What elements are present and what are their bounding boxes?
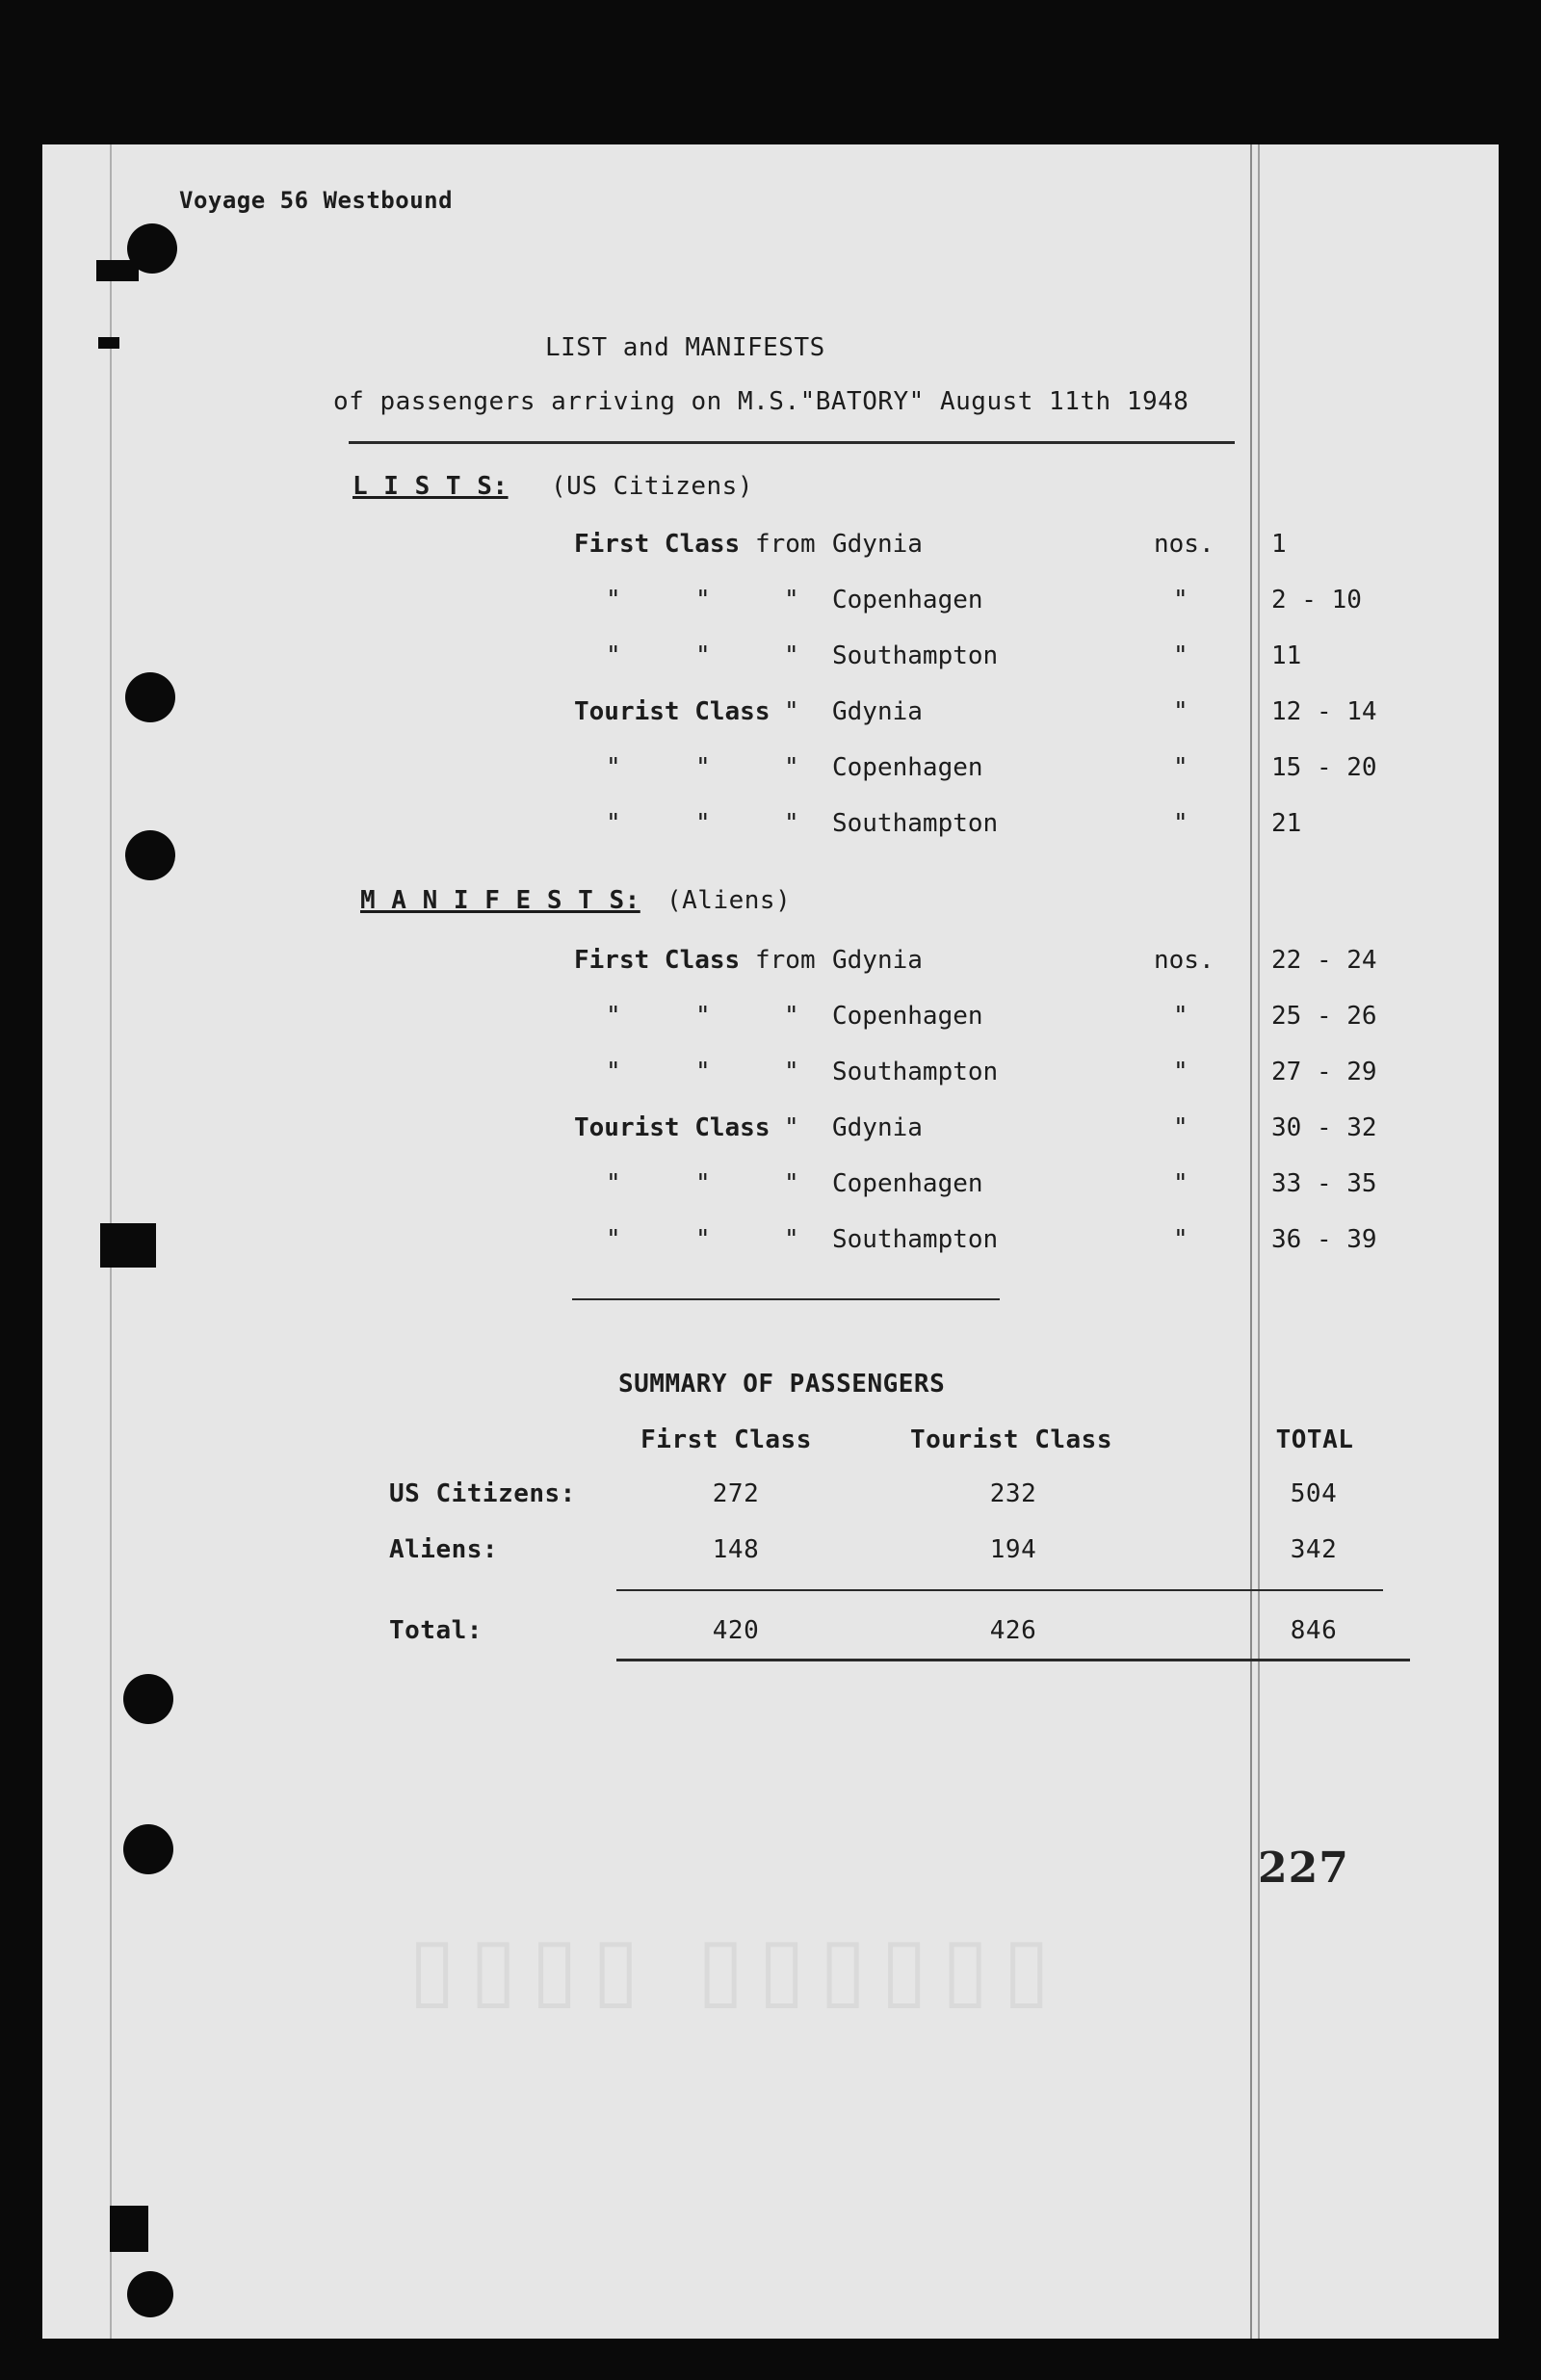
ditto-mark: " <box>606 586 621 615</box>
punch-hole <box>125 830 175 880</box>
port-cell: Copenhagen <box>832 586 983 615</box>
punch-hole <box>123 1674 173 1724</box>
nos-cell: " <box>1173 586 1188 615</box>
edge-tear <box>98 337 119 349</box>
port-cell: Gdynia <box>832 1113 923 1142</box>
totals-rule-bottom <box>616 1659 1410 1661</box>
summary-cell: 194 <box>989 1535 1037 1564</box>
nos-cell: nos. <box>1154 946 1215 975</box>
port-cell: Southampton <box>832 641 999 670</box>
header-rule <box>349 441 1235 444</box>
voyage-label: Voyage 56 Westbound <box>179 187 454 214</box>
port-cell: Gdynia <box>832 697 923 726</box>
port-cell: Copenhagen <box>832 1002 983 1031</box>
summary-row-label: Aliens: <box>389 1535 499 1564</box>
summary-cell: 342 <box>1290 1535 1338 1564</box>
manifest-page: ▯▯▯▯ ▯▯▯▯▯▯ Voyage 56 Westbound LIST and MANIFESTS of passengers arriving on M.S."BATORY" August 11th 1948 L I S T S: (US Citizens) First Class from Gdynia nos. 1 " " " Copenhagen " 2 - 10 " " " Southampton " 11 Tourist Class " Gdynia " 12 - 14 " " " Copenhagen " 15 - 20 " " " Southampton " 21 M A N I F E S T S: (Aliens) First Class from Gdynia nos. 22 - 24 " " " Copenhagen " 25 - 26 " " " Southampton " 27 - 29 Tourist Class " Gdynia " 30 - 32 " " " Copenhagen " 33 - 35 " " " Southampton " 36 - 39 SUMMARY OF PASSENGERS First Class Tourist Class TOTAL US Citizens: 272 232 504 Aliens: 148 194 342 Total: 420 426 846 227 <box>42 144 1499 2339</box>
ditto-mark: " <box>606 1169 621 1198</box>
ditto-mark: " <box>606 641 621 670</box>
ditto-mark: " <box>695 586 711 615</box>
summary-title: SUMMARY OF PASSENGERS <box>618 1370 946 1399</box>
ditto-mark: " <box>695 641 711 670</box>
range-cell: 12 - 14 <box>1271 697 1377 726</box>
lists-heading: L I S T S: <box>353 472 509 501</box>
manifests-heading: M A N I F E S T S: <box>360 886 640 915</box>
nos-cell: " <box>1173 809 1188 838</box>
nos-cell: " <box>1173 697 1188 726</box>
ditto-mark: " <box>784 753 799 782</box>
ditto-mark: " <box>784 1169 799 1198</box>
ditto-mark: " <box>695 753 711 782</box>
port-cell: Southampton <box>832 1058 999 1086</box>
ditto-mark: " <box>784 1058 799 1086</box>
ditto-mark: " <box>695 1002 711 1031</box>
totals-cell-tourist: 426 <box>989 1616 1037 1645</box>
totals-cell-total: 846 <box>1290 1616 1338 1645</box>
ditto-mark: " <box>695 1058 711 1086</box>
nos-cell: " <box>1173 641 1188 670</box>
port-cell: Gdynia <box>832 530 923 559</box>
range-cell: 30 - 32 <box>1271 1113 1377 1142</box>
nos-cell: " <box>1173 1169 1188 1198</box>
nos-cell: " <box>1173 1002 1188 1031</box>
document-title: LIST and MANIFESTS <box>545 333 825 362</box>
range-cell: 36 - 39 <box>1271 1225 1377 1254</box>
margin-rule-right-inner <box>1258 144 1260 2339</box>
summary-row-label: US Citizens: <box>389 1479 576 1508</box>
manifests-note: (Aliens) <box>666 886 792 915</box>
class-cell: First Class <box>574 946 741 975</box>
folio-number: 227 <box>1258 1844 1349 1893</box>
class-cell: Tourist Class <box>574 697 770 726</box>
edge-tear <box>96 260 139 281</box>
ditto-mark: " <box>784 586 799 615</box>
range-cell: 25 - 26 <box>1271 1002 1377 1031</box>
nos-cell: nos. <box>1154 530 1215 559</box>
punch-hole <box>127 2271 173 2317</box>
range-cell: 1 <box>1271 530 1287 559</box>
totals-label: Total: <box>389 1616 483 1645</box>
ditto-mark: " <box>695 1225 711 1254</box>
nos-cell: " <box>1173 1113 1188 1142</box>
ditto-mark: " <box>784 641 799 670</box>
summary-cell: 148 <box>712 1535 760 1564</box>
port-cell: Copenhagen <box>832 1169 983 1198</box>
edge-tear <box>100 1223 156 1268</box>
range-cell: 2 - 10 <box>1271 586 1362 615</box>
ditto-mark: " <box>784 1225 799 1254</box>
range-cell: 15 - 20 <box>1271 753 1377 782</box>
col-header-first: First Class <box>640 1425 812 1454</box>
range-cell: 21 <box>1271 809 1302 838</box>
summary-cell: 504 <box>1290 1479 1338 1508</box>
ditto-mark: " <box>606 1225 621 1254</box>
punch-hole <box>123 1824 173 1874</box>
summary-cell: 272 <box>712 1479 760 1508</box>
margin-rule-right <box>1250 144 1252 2339</box>
document-subtitle: of passengers arriving on M.S."BATORY" August 11th 1948 <box>333 387 1189 416</box>
nos-cell: " <box>1173 1225 1188 1254</box>
port-cell: Southampton <box>832 809 999 838</box>
from-cell: from <box>755 530 816 559</box>
range-cell: 22 - 24 <box>1271 946 1377 975</box>
class-cell: Tourist Class <box>574 1113 770 1142</box>
ditto-mark: " <box>606 809 621 838</box>
totals-cell-first: 420 <box>712 1616 760 1645</box>
edge-tear <box>110 2206 148 2252</box>
nos-cell: " <box>1173 753 1188 782</box>
punch-hole <box>125 672 175 722</box>
from-cell: from <box>755 946 816 975</box>
ditto-mark: " <box>606 753 621 782</box>
ditto-mark: " <box>606 1002 621 1031</box>
lists-note: (US Citizens) <box>551 472 753 501</box>
col-header-total: TOTAL <box>1275 1425 1354 1454</box>
ditto-mark: " <box>784 697 799 726</box>
ditto-mark: " <box>695 1169 711 1198</box>
port-cell: Copenhagen <box>832 753 983 782</box>
range-cell: 33 - 35 <box>1271 1169 1377 1198</box>
col-header-tourist: Tourist Class <box>910 1425 1112 1454</box>
range-cell: 11 <box>1271 641 1302 670</box>
ditto-mark: " <box>784 1002 799 1031</box>
section-rule <box>572 1298 1000 1300</box>
ditto-mark: " <box>784 809 799 838</box>
nos-cell: " <box>1173 1058 1188 1086</box>
ditto-mark: " <box>606 1058 621 1086</box>
ditto-mark: " <box>784 1113 799 1142</box>
totals-rule-top <box>616 1589 1383 1591</box>
port-cell: Southampton <box>832 1225 999 1254</box>
port-cell: Gdynia <box>832 946 923 975</box>
range-cell: 27 - 29 <box>1271 1058 1377 1086</box>
ditto-mark: " <box>695 809 711 838</box>
class-cell: First Class <box>574 530 741 559</box>
summary-cell: 232 <box>989 1479 1037 1508</box>
